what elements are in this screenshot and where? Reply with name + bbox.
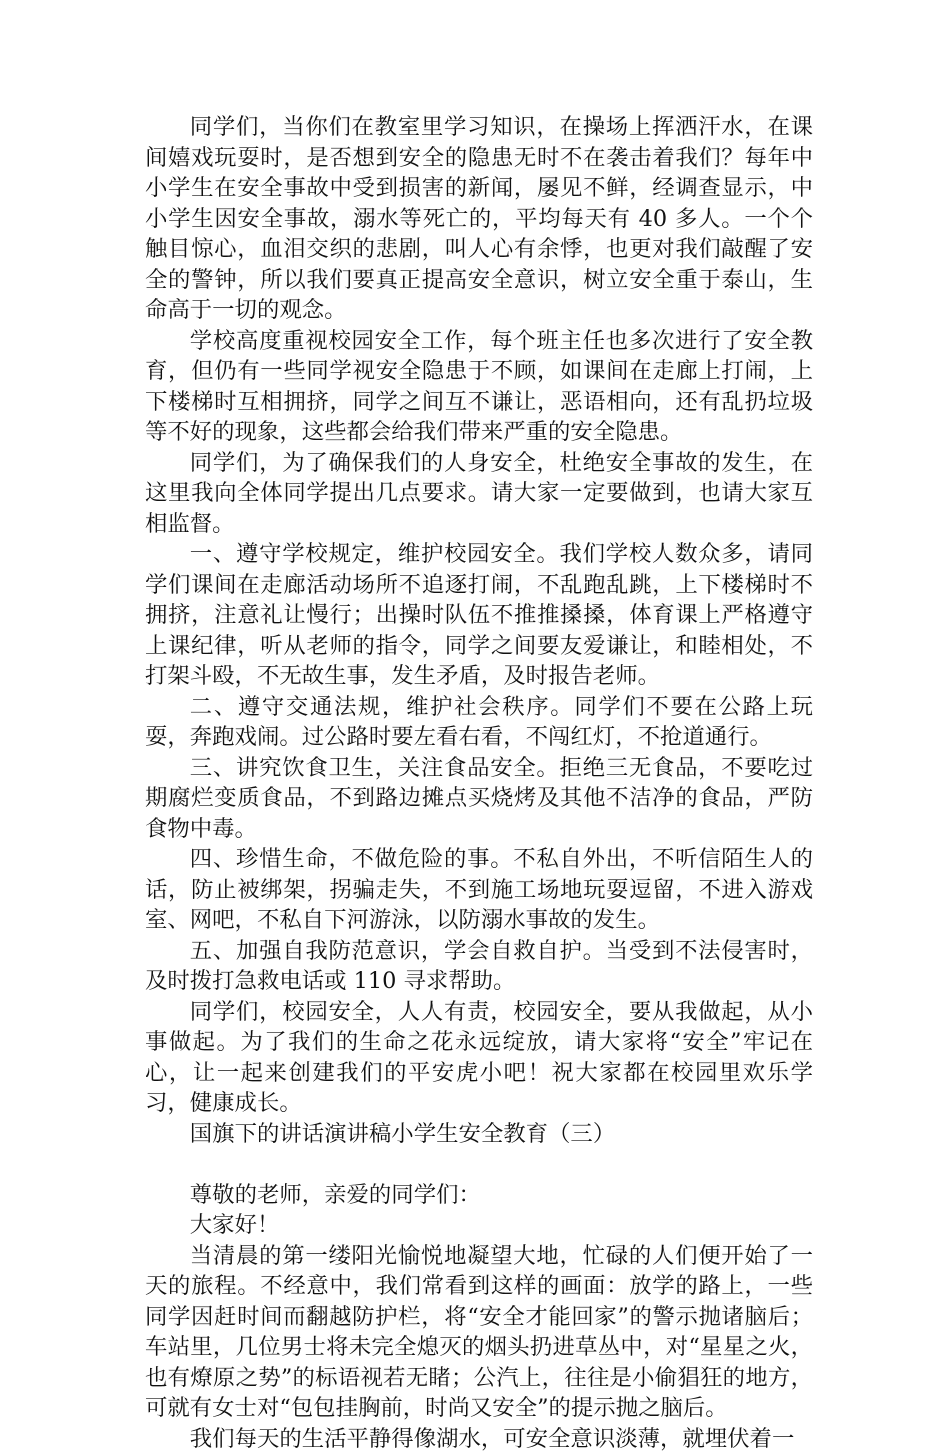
section-title: 国旗下的讲话演讲稿小学生安全教育（三）: [145, 1119, 813, 1150]
paragraph-school-safety: 学校高度重视校园安全工作，每个班主任也多次进行了安全教育，但仍有一些同学视安全隐患于不顾，如课间在走廊上打闹，上下楼梯时互相拥挤，同学之间互不谦让，恶语相向，还有乱扔垃圾等不好的现象，这些都会给我们带来严重的安全隐患。: [145, 326, 813, 448]
document-page: [145, 112, 813, 1454]
paragraph-closing: 同学们，校园安全，人人有责，校园安全，要从我做起，从小事做起。为了我们的生命之花永远绽放，请大家将“安全”牢记在心，让一起来创建我们的平安虎小吧！祝大家都在校园里欢乐学习，健康成长。: [145, 997, 813, 1119]
paragraph-rule-two: 二、遵守交通法规，维护社会秩序。同学们不要在公路上玩耍，奔跑戏闹。过公路时要左看右看，不闯红灯，不抢道通行。: [145, 692, 813, 753]
blank-line: [145, 1149, 813, 1180]
paragraph-rule-three: 三、讲究饮食卫生，关注食品安全。拒绝三无食品，不要吃过期腐烂变质食品，不到路边摊点买烧烤及其他不洁净的食品，严防食物中毒。: [145, 753, 813, 845]
paragraph-rule-four: 四、珍惜生命，不做危险的事。不私自外出，不听信陌生人的话，防止被绑架，拐骗走失，不到施工场地玩耍逗留，不进入游戏室、网吧，不私自下河游泳，以防溺水事故的发生。: [145, 844, 813, 936]
greeting: 大家好！: [145, 1210, 813, 1241]
salutation: 尊敬的老师，亲爱的同学们：: [145, 1180, 813, 1211]
paragraph-intro: 同学们，当你们在教室里学习知识，在操场上挥洒汗水，在课间嬉戏玩耍时，是否想到安全的隐患无时不在袭击着我们？每年中小学生在安全事故中受到损害的新闻，屡见不鲜，经调查显示，中小学生因安全事故，溺水等死亡的，平均每天有 40 多人。一个个触目惊心，血泪交织的悲剧，叫人心有余悸，也更对我们敲醒了安全的警钟，所以我们要真正提高安全意识，树立安全重于泰山，生命高于一切的观念。: [145, 112, 813, 326]
paragraph-morning: 当清晨的第一缕阳光愉悦地凝望大地，忙碌的人们便开始了一天的旅程。不经意中，我们常看到这样的画面：放学的路上，一些同学因赶时间而翻越防护栏，将“安全才能回家”的警示抛诸脑后；车站里，几位男士将未完全熄灭的烟头扔进草丛中，对“星星之火，也有燎原之势”的标语视若无睹；公汽上，往往是小偷猖狂的地方，可就有女士对“包包挂胸前，时尚又安全”的提示抛之脑后。: [145, 1241, 813, 1424]
paragraph-requirements: 同学们，为了确保我们的人身安全，杜绝安全事故的发生，在这里我向全体同学提出几点要求。请大家一定要做到，也请大家互相监督。: [145, 448, 813, 540]
paragraph-rule-one: 一、遵守学校规定，维护校园安全。我们学校人数众多，请同学们课间在走廊活动场所不追逐打闹，不乱跑乱跳，上下楼梯时不拥挤，注意礼让慢行；出操时队伍不推推搡搡，体育课上严格遵守上课纪律，听从老师的指令，同学之间要友爱谦让，和睦相处，不打架斗殴，不无故生事，发生矛盾，及时报告老师。: [145, 539, 813, 692]
paragraph-daily-life: 我们每天的生活平静得像湖水，可安全意识淡薄，就埋伏着一: [145, 1424, 813, 1454]
paragraph-rule-five: 五、加强自我防范意识，学会自救自护。当受到不法侵害时，及时拨打急救电话或 110 寻求帮助。: [145, 936, 813, 997]
